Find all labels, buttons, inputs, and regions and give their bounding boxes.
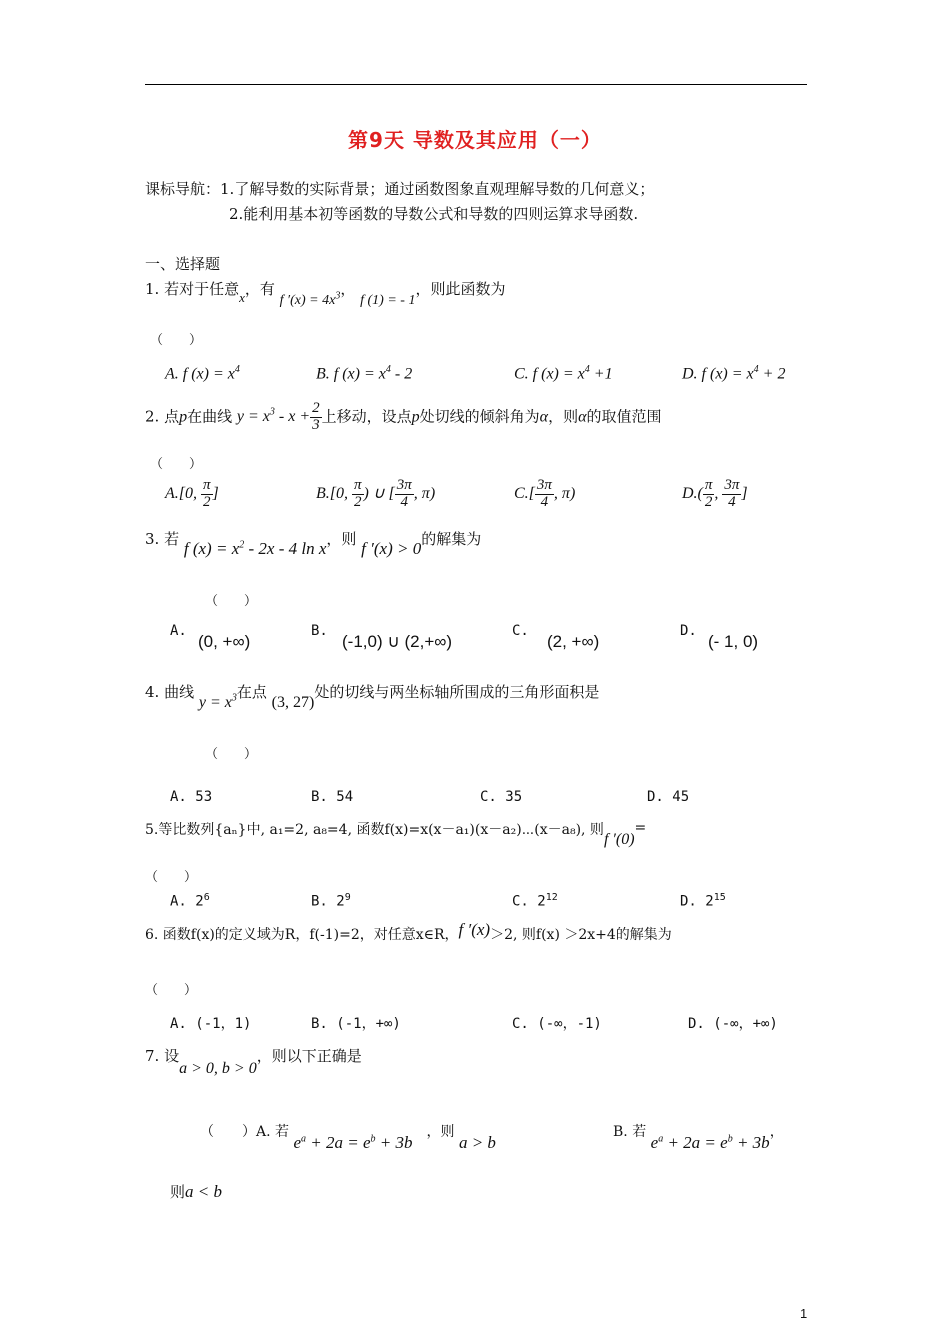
guide-line-2: 2.能利用基本初等函数的导数公式和导数的四则运算求导函数. bbox=[229, 205, 639, 223]
question-1: 1. 若对于任意x，有 f $'(x) = 4x^3$， f (1) = - 1，则此函数为 bbox=[145, 280, 506, 308]
q2-option-d: D.( $\frac{\pi}{2}$ , $\frac{3\pi}{4}$ ] bbox=[682, 477, 748, 510]
answer-paren: （ ） bbox=[205, 747, 258, 762]
q2-option-a: A.[0, $\frac{\pi}{2}$ ] bbox=[165, 477, 219, 510]
q4-option-b: B. 54 bbox=[311, 789, 354, 805]
q2-option-c: C.[ $\frac{3\pi}{4}$ , π) bbox=[514, 477, 576, 510]
q5-option-a: A. $2^6$ bbox=[170, 892, 210, 910]
q4-option-a: A. 53 bbox=[170, 789, 213, 805]
answer-paren: （ ） bbox=[150, 457, 203, 472]
q1-option-d: D. f $(x) = x^4 + 2$ bbox=[682, 364, 786, 383]
q1-option-b: B. f $(x) = x^4 - 2$ bbox=[316, 364, 413, 383]
q3-option-d: (- 1, 0) bbox=[708, 632, 759, 651]
q4-option-d: D. 45 bbox=[647, 789, 690, 805]
answer-paren: （ ） bbox=[145, 870, 198, 885]
q7-option-b: B. 若 $e^a + 2a = e^b + 3b$， bbox=[613, 1124, 784, 1152]
question-7: 7. 设a > 0, b > 0，则以下正确是 bbox=[145, 1047, 362, 1077]
q2-option-b: B.[0, $\frac{\pi}{2}$ ) ∪ [ $\frac{3\pi}{4}$ , π) bbox=[316, 477, 436, 510]
page-number: 1 bbox=[800, 1306, 808, 1321]
q3-option-b-label: B. bbox=[311, 623, 328, 639]
q7-option-b-result: 则a < b bbox=[170, 1182, 222, 1201]
question-2: 2. 点p在曲线 $y = x^3 - x$ + $\frac{2}{3}$ 上移动，设点p处切线的倾斜角为α，则α的取值范围 bbox=[145, 400, 662, 433]
q3-option-a-label: A. bbox=[170, 623, 187, 639]
answer-paren: （ ） bbox=[145, 983, 198, 998]
q3-option-c-label: C. bbox=[512, 623, 529, 639]
page-title: 第9天 导数及其应用（一） bbox=[348, 128, 602, 152]
q3-option-d-label: D. bbox=[680, 623, 697, 639]
answer-paren: （ ） bbox=[150, 333, 203, 348]
q7-option-a: （ ）A. 若 $e^a + 2a = e^b + 3b$，则 a > b bbox=[200, 1124, 496, 1152]
question-3: 3. 若 f $(x) = x^2 - 2x - 4$ ln x，则 f ′(x) > 0的解集为 bbox=[145, 530, 482, 558]
q4-option-c: C. 35 bbox=[480, 789, 523, 805]
q5-option-d: D. $2^{15}$ bbox=[680, 892, 726, 910]
q6-option-b: B. (-1，+∞) bbox=[311, 1016, 401, 1032]
q6-option-d: D. (-∞，+∞) bbox=[688, 1016, 778, 1032]
q5-option-b: B. $2^9$ bbox=[311, 892, 351, 910]
header-rule bbox=[145, 84, 807, 85]
q6-option-c: C. (-∞，-1) bbox=[512, 1016, 602, 1032]
q5-option-c: C. $2^{12}$ bbox=[512, 892, 558, 910]
q1-option-c: C. f $(x) = x^4 +1$ bbox=[514, 364, 613, 383]
q3-option-b: (-1,0) ∪ (2,+∞) bbox=[342, 632, 453, 651]
answer-paren: （ ） bbox=[205, 594, 258, 609]
q3-option-c: (2, +∞) bbox=[547, 632, 600, 651]
guide-label: 课标导航： bbox=[145, 180, 221, 198]
question-5: 5.等比数列{aₙ}中, a₁=2, a₈=4, 函数f(x)=x(x－a₁)(x－a₂)⋯(x－a₈), 则f ′(0)= bbox=[145, 820, 647, 848]
question-4: 4. 曲线 $y = x^3$在点 (3, 27)处的切线与两坐标轴所围成的三角形面积是 bbox=[145, 683, 600, 711]
q1-option-a: A. f $(x) = x^4$ bbox=[165, 364, 240, 383]
section-heading: 一、选择题 bbox=[145, 255, 221, 273]
guide-line-1: 课标导航：1.了解导数的实际背景；通过函数图象直观理解导数的几何意义； bbox=[145, 180, 655, 198]
question-6: 6. 函数f(x)的定义域为R，f(-1)=2，对任意x∈R，f ′(x)＞2, 则f(x) ＞2x+4的解集为 bbox=[145, 920, 672, 943]
q3-option-a: (0, +∞) bbox=[198, 632, 251, 651]
q6-option-a: A. (-1，1) bbox=[170, 1016, 252, 1032]
